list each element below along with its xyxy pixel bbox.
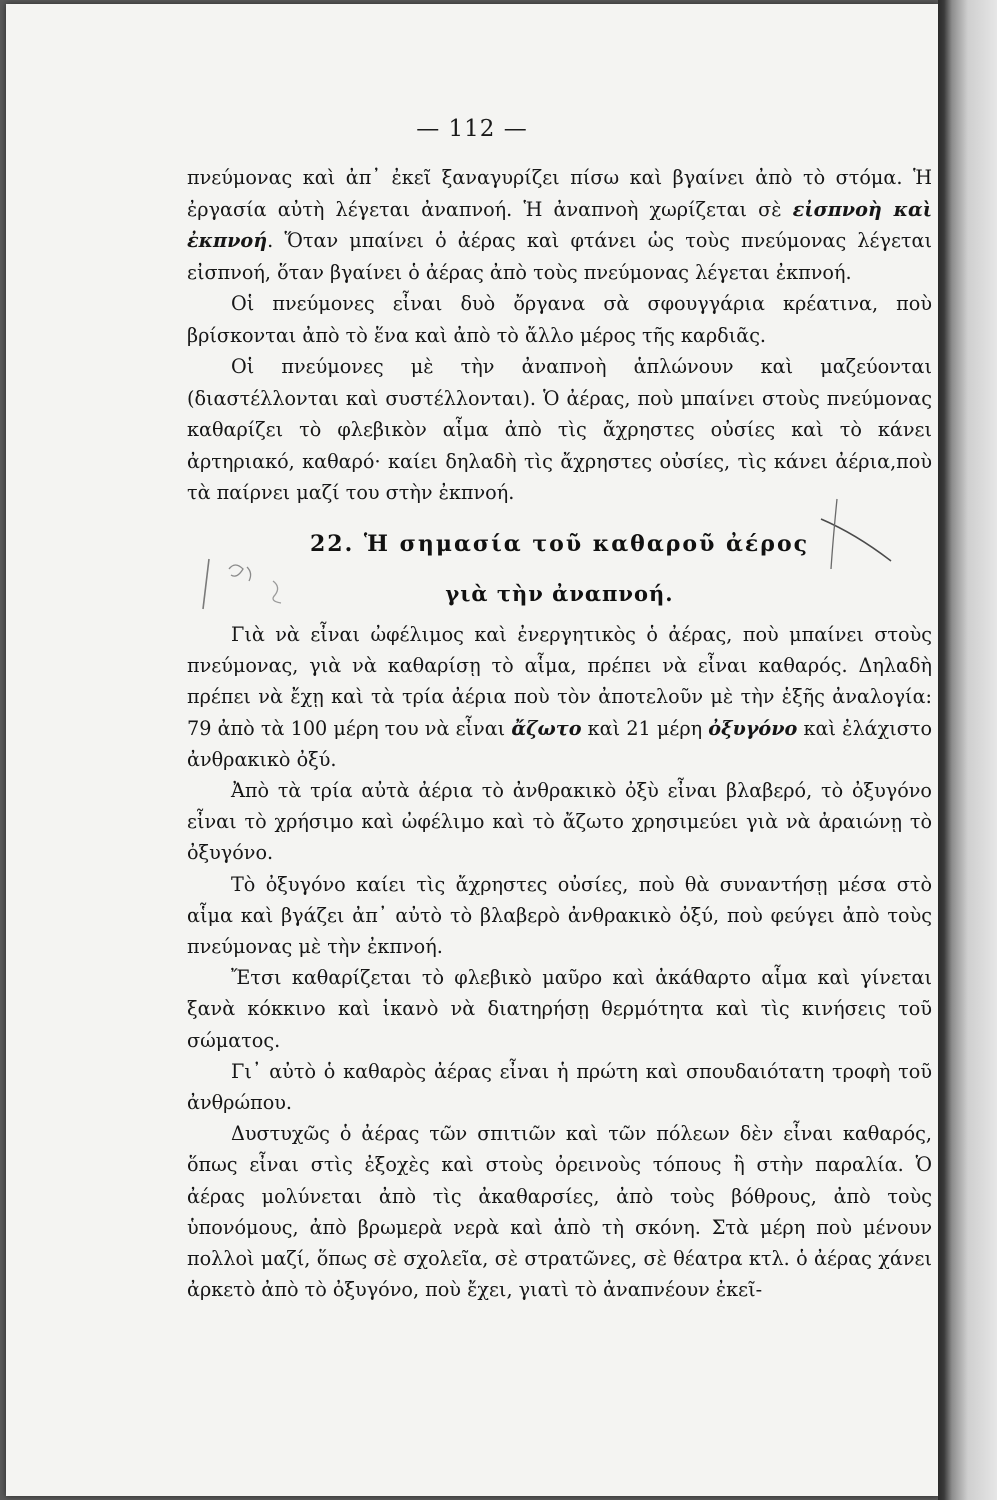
page-number: — 112 — — [416, 116, 528, 142]
paragraph: Γι᾽ αὐτὸ ὁ καθαρὸς ἀέρας εἶναι ἡ πρώτη καὶ σπουδαιότατη τροφὴ τοῦ ἀνθρώπου. — [187, 1059, 932, 1115]
bold-term: ὀξυγόνο — [708, 716, 798, 740]
paragraph: Δυστυχῶς ὁ ἀέρας τῶν σπιτιῶν καὶ τῶν πόλεων δὲν εἶναι καθαρός, ὅπως εἶναι στὶς ἐξοχὲς καὶ στοὺς ὀρεινοὺς τόπους ἢ στὴν παραλία. Ὁ ἀέρας μολύνεται ἀπὸ τὶς ἀκαθαρσίες, ἀπὸ τοὺς βόθρους, ἀπὸ τοὺς ὑπονόμους, ἀπὸ βρωμερὰ νερὰ καὶ ἀπὸ τὴ σκόνη. Στὰ μέρη ποὺ μένουν πολλοὶ μαζί, ὅπως σὲ σχολεῖα, σὲ στρατῶνες, σὲ θέατρα κτλ. ὁ ἀέρας χάνει ἀρκετὸ ἀπὸ τὸ ὀξυγόνο, ποὺ ἔχει, γιατὶ τὸ ἀναπνέουν ἐκεῖ- — [187, 1122, 932, 1302]
text-block-bottom — [187, 619, 932, 1305]
paragraph: Οἱ πνεύμονες μὲ τὴν ἀναπνοὴ ἁπλώνουν καὶ μαζεύονται (διαστέλλονται καὶ συστέλλονται). Ὁ ἀέρας, ποὺ μπαίνει στοὺς πνεύμονας καθαρίζει τὸ φλεβικὸν αἷμα ἀπὸ τὶς ἄχρηστες οὐσίες καὶ τὸ κάνει ἀρτηριακό, καθαρό· καίει δηλαδὴ τὶς ἄχρηστες οὐσίες, τὶς κάνει ἀέρια,ποὺ τὰ παίρνει μαζί του στὴν ἐκπνοή. — [187, 355, 932, 504]
paragraph-text: . Ὅταν μπαίνει ὁ ἀέρας καὶ φτάνει ὡς τοὺς πνεύμονας λέγεται εἰσπνοή, ὅταν βγαίνει ὁ ἀέρας ἀπὸ τοὺς πνεύμονας λέγεται ἐκπνοή. — [187, 229, 932, 284]
bold-term: ἄζωτο — [511, 716, 582, 740]
paragraph — [187, 619, 932, 775]
paragraph: Ἀπὸ τὰ τρία αὐτὰ ἀέρια τὸ ἀνθρακικὸ ὀξὺ εἶναι βλαβερό, τὸ ὀξυγόνο εἶναι τὸ χρήσιμο καὶ ὠφέλιμο καὶ τὸ ἄζωτο χρησιμεύει γιὰ νὰ ἀραιώνῃ τὸ ὀξυγόνο. — [187, 779, 932, 865]
paragraph-text: καὶ ἐλάχιστο ἀνθρακικὸ ὀξύ. — [187, 716, 932, 771]
text-block-top — [187, 162, 932, 509]
paragraph: Ἔτσι καθαρίζεται τὸ φλεβικὸ μαῦρο καὶ ἀκάθαρτο αἷμα καὶ γίνεται ξανὰ κόκκινο καὶ ἱκανὸ νὰ διατηρήσῃ θερμότητα καὶ τὶς κινήσεις τοῦ σώματος. — [187, 966, 932, 1052]
bold-term: εἰσπνοὴ καὶ ἐκπνοή — [187, 197, 932, 252]
section-heading-line2: γιὰ τὴν ἀναπνοή. — [445, 581, 674, 606]
paragraph-text: καὶ 21 μέρη — [581, 716, 709, 740]
paragraph: Οἱ πνεύμονες εἶναι δυὸ ὄργανα σὰ σφουγγάρια κρέατινα, ποὺ βρίσκονται ἀπὸ τὸ ἕνα καὶ ἀπὸ τὸ ἄλλο μέρος τῆς καρδιᾶς. — [187, 292, 932, 347]
section-heading: 22. Ἡ σημασία τοῦ καθαροῦ ἀέρος — [309, 531, 810, 557]
paragraph-text: πνεύμονας καὶ ἀπ᾽ ἐκεῖ ξαναγυρίζει πίσω καὶ βγαίνει ἀπὸ τὸ στόμα. Ἡ ἐργασία αὐτὴ λέγεται ἀναπνοή. Ἡ ἀναπνοὴ χωρίζεται σὲ — [187, 166, 932, 221]
page-edge-shadow — [938, 0, 997, 1500]
paragraph — [187, 162, 932, 288]
book-page — [6, 4, 938, 1496]
paragraph-text: Γιὰ νὰ εἶναι ὠφέλιμος καὶ ἐνεργητικὸς ὁ ἀέρας, ποὺ μπαίνει στοὺς πνεύμονας, γιὰ νὰ καθαρίσῃ τὸ αἷμα, πρέπει νὰ εἶναι καθαρός. Δηλαδὴ πρέπει νὰ ἔχῃ καὶ τὰ τρία ἀέρια ποὺ τὸν ἀποτελοῦν μὲ τὴν ἑξῆς ἀναλογία: 79 ἀπὸ τὰ 100 μέρη του νὰ εἶναι — [187, 623, 932, 740]
paragraph: Τὸ ὀξυγόνο καίει τὶς ἄχρηστες οὐσίες, ποὺ θὰ συναντήσῃ μέσα στὸ αἷμα καὶ βγάζει ἀπ᾽ αὐτὸ τὸ βλαβερὸ ἀνθρακικὸ ὀξύ, ποὺ φεύγει ἀπὸ τοὺς πνεύμονας μὲ τὴν ἐκπνοή. — [187, 872, 932, 959]
